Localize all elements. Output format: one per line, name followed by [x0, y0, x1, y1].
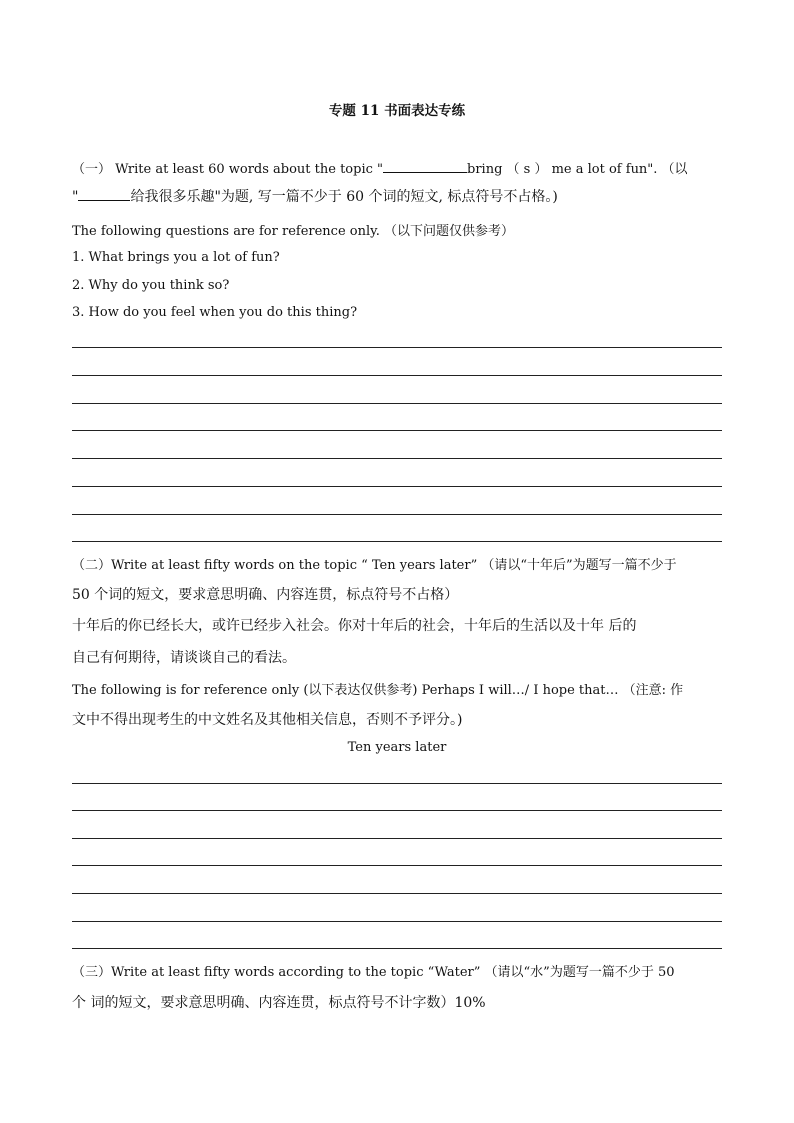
- section2-prompt-line6: 文中不得出现考生的中文姓名及其他相关信息，否则不予评分。): [72, 712, 463, 728]
- writing-line: [72, 810, 722, 811]
- question-2: 2. Why do you think so?: [72, 278, 230, 293]
- section2-prompt-line1: （二）Write at least fifty words on the topic “ Ten years later” （请以“十年后”为题写一篇不少于: [72, 558, 677, 573]
- writing-line: [72, 375, 722, 376]
- writing-line: [72, 838, 722, 839]
- writing-line: [72, 347, 722, 348]
- essay-title: Ten years later: [347, 740, 447, 755]
- section3-prompt-line1: （三）Write at least fifty words according to the topic “Water” （请以“水”为题写一篇不少于 50: [72, 965, 675, 980]
- section2-prompt-line3: 十年后的你已经长大，或许已经步入社会。你对十年后的社会，十年后的生活以及十年 后的: [72, 618, 637, 634]
- writing-line: [72, 865, 722, 866]
- fill-in-blank: [383, 160, 467, 173]
- writing-line: [72, 948, 722, 949]
- writing-line: [72, 514, 722, 515]
- section1-prompt-part-d: 给我很多乐趣"为题, 写一篇不少于 60 个词的短文, 标点符号不占格。): [130, 189, 558, 205]
- section1-prompt-part-b: bring （ s ） me a lot of fun". （以: [467, 162, 688, 177]
- section1-prompt-part-c: ": [72, 189, 79, 205]
- section2-prompt-line5: The following is for reference only (以下表达仅供参考) Perhaps I will…/ I hope that… （注意: 作: [72, 683, 684, 698]
- writing-line: [72, 893, 722, 894]
- writing-line: [72, 486, 722, 487]
- section1-reference-note: The following questions are for reference only. （以下问题仅供参考）: [72, 224, 515, 239]
- section3-prompt-line2: 个 词的短文，要求意思明确、内容连贯，标点符号不计字数）10%: [72, 995, 486, 1011]
- fill-in-blank: [78, 188, 130, 201]
- section2-prompt-line2: 50 个词的短文，要求意思明确、内容连贯，标点符号不占格）: [72, 587, 459, 603]
- section1-prompt-line2: [72, 186, 722, 206]
- section1-prompt-line1: [72, 158, 722, 177]
- section1-prompt-part-a: （一） Write at least 60 words about the topic ": [72, 162, 384, 177]
- writing-line: [72, 541, 722, 542]
- writing-line: [72, 458, 722, 459]
- page-title: 专题 11 书面表达专练: [328, 103, 466, 119]
- question-1: 1. What brings you a lot of fun?: [72, 250, 280, 265]
- writing-line: [72, 921, 722, 922]
- section2-prompt-line4: 自己有何期待，请谈谈自己的看法。: [72, 650, 296, 666]
- writing-line: [72, 783, 722, 784]
- writing-line: [72, 403, 722, 404]
- writing-line: [72, 430, 722, 431]
- question-3: 3. How do you feel when you do this thing?: [72, 305, 358, 320]
